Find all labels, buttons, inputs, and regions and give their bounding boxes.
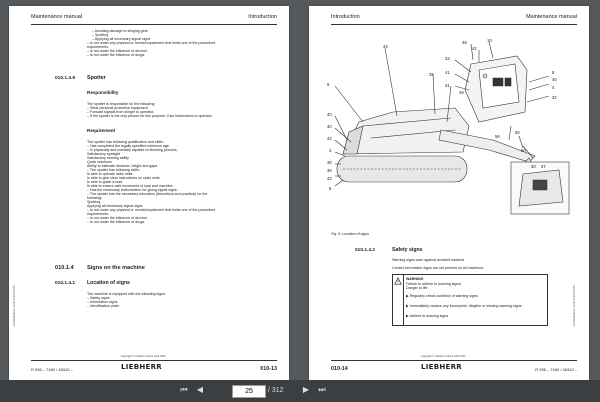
callout-number: 35 [429,72,434,77]
section-number: 010.1.4.1 [55,281,76,286]
text-line: Ability to estimate distance, height and gaps. [87,164,159,168]
copyright-text: copyright © Liebherr-France SAS 2021 [421,355,466,358]
callout-number: 44 [383,44,388,49]
warning-icon [393,275,404,325]
callout-number: 56 [495,134,500,139]
callout-number: 9 [327,82,330,87]
top-bullet: requirements. [87,45,109,49]
callout-number: 42 [472,46,477,51]
crawler-track [337,156,467,182]
last-page-icon[interactable]: ⏭ [318,385,326,394]
top-bullet: – is not under any physical or mental impairment that limits one of the prescribed [87,41,216,45]
text-line: The spotter is responsible for the following: [87,102,156,106]
warning-item-text: Immediately replace any incomplete, illegible or missing warning signs. [409,304,523,308]
section-title-signs: Signs on the machine [87,265,145,271]
side-edition-text: LFR/de/Edition: 04.05.2021/Nr.0001 [573,284,576,326]
text-line: requirements. [87,212,109,216]
callout-number: 36 [327,168,332,173]
top-bullet: – Spotting [92,33,109,37]
text-line: – The spotter has following skills: [87,168,140,172]
callout-number: 38 [327,160,332,165]
callout-number: 8 [552,70,555,75]
warning-item: ▶ Adhere to warning signs. [406,314,450,318]
page-header [31,14,277,25]
text-line: Is able to guide a load. [87,180,124,184]
callout-number: 37 [541,164,546,169]
next-page-icon[interactable]: ▶ [302,385,310,394]
liebherr-logo: LIEBHERR [121,363,163,371]
text-line: – Is physically and mentally capable of directing persons, [87,148,178,152]
callout-number: 32 [552,95,557,100]
subsection-responsibility: Responsibility [87,90,119,95]
warning-title: WARNING [406,277,424,281]
text-line: Satisfactory eyesight [87,152,121,156]
callout-number: 4 [552,85,555,90]
text-line: The machine is equipped with the following signs: [87,292,166,296]
text-line: Spotting [87,200,101,204]
text-line: – Identification plate [87,304,119,308]
text-line: – If the spotter is the only person for this purpose: Give instructions to operator. [87,114,213,118]
page-number: 010-14 [331,366,348,372]
page-header [331,14,577,25]
warning-item: ▶ Immediately replace any incomplete, illegible or missing warning signs. [406,304,523,308]
callout-number: 30 [531,164,536,169]
callout-number: 55 [515,130,520,135]
copyright-text: copyright © Liebherr-France SAS 2021 [121,355,166,358]
footer-rule [331,360,577,361]
text-line: – is not under the influence of drugs. [87,220,146,224]
header-right-text: Introduction [248,14,277,20]
text-line: – Information signs [87,300,118,304]
first-page-icon[interactable]: ⏮ [180,385,188,394]
callout-number: 49 [459,90,464,95]
callout-number: 50 [521,148,526,153]
text-line: – Wear personal protective equipment. [87,106,149,110]
section-number: 010.1.3.9 [55,76,76,81]
page-total: / 312 [268,387,284,394]
callout-number: 40 [552,77,557,82]
warning-item: ▶ Regularly check condition of warning signs. [406,294,479,298]
section-number: 010.1.4.2 [355,248,376,253]
text-line: following: [87,196,102,200]
callout-number: 31 [445,83,450,88]
callout-number: 40 [327,124,332,129]
text-line: – is not under the influence of alcohol. [87,216,148,220]
viewer-toolbar [0,380,600,402]
header-left-text: Maintenance manual [31,14,83,20]
warning-subtitle: Danger to life. [406,286,429,290]
footer-rule [31,360,277,361]
text-line: Applying all necessary signal signs [87,204,143,208]
text-line: – Forward signals from slinger to operator. [87,110,155,114]
text-line: – The spotter has the necessary education (theoretical and practical) for the [87,192,208,196]
callout-number: 40 [327,112,332,117]
top-bullet: – is not under the influence of drugs. [87,53,146,57]
callout-number: 10 [487,38,492,43]
top-bullet: – Applying all necessary signal signs [92,37,151,41]
excavator-illustration [323,30,579,226]
callout-number: 33 [445,56,450,61]
section-title-location: Location of signs [87,280,130,286]
warning-subtitle: Failure to adhere to warning signs! [406,282,462,286]
top-bullet: – is not under the influence of alcohol. [87,49,148,53]
text-line: Is able to give clear instructions on radio units. [87,176,161,180]
page-number: 010-13 [260,366,277,372]
section-title-spotter: Spotter [87,75,106,81]
text-line: – is not under any physical or mental impairment that limits one of the prescribed [87,208,216,212]
text-line: Certain information signs are not present on all machines. [392,266,484,270]
section-title-safety: Safety signs [392,247,423,253]
header-right-text: Maintenance manual [525,14,577,20]
callout-number: 42 [327,136,332,141]
text-line: Is able to ensure safe movement of load and machine. [87,184,174,188]
footer-code: R 936 – 7460 / 46310 – [535,367,577,372]
text-line: – Has the necessary authorization for giving signal signs. [87,188,178,192]
callout-number: 3 [329,148,332,153]
header-left-text: Introduction [331,14,360,20]
previous-page-icon[interactable]: ◀ [196,385,204,394]
figure-caption: Fig. 9: Location of signs [331,232,369,236]
text-line: Warning signs warn against accident hazards. [392,258,466,262]
warning-item-text: Regularly check condition of warning signs. [409,294,479,298]
warning-box [392,274,548,326]
text-line: Is able to operate radio units. [87,172,134,176]
warning-item-text: Adhere to warning signs. [409,314,450,318]
callout-number: 48 [462,40,467,45]
text-line: Quick reactions [87,160,112,164]
page-number-input[interactable]: 25 [232,385,266,398]
text-line: – Safety signs [87,296,110,300]
callout-number: 41 [445,70,450,75]
text-line: Satisfactory hearing ability [87,156,129,160]
section-number: 010.1.4 [55,265,74,271]
document-page-right [309,6,589,380]
side-edition-text: LFR/de/Edition: 04.05.2021/Nr.0001 [13,284,16,326]
callout-number: 5 [329,186,332,191]
liebherr-logo: LIEBHERR [421,363,463,371]
footer-code: R 936 – 7460 / 46310 – [31,367,73,372]
document-page-left [9,6,289,380]
text-line: The spotter has following qualification and skills: [87,140,164,144]
top-bullet: – Avoiding damage to slinging gear [92,29,148,33]
subsection-requirement: Requirement [87,128,116,133]
callout-number: 43 [327,176,332,181]
text-line: – Has completed the legally specified minimum age. [87,144,170,148]
